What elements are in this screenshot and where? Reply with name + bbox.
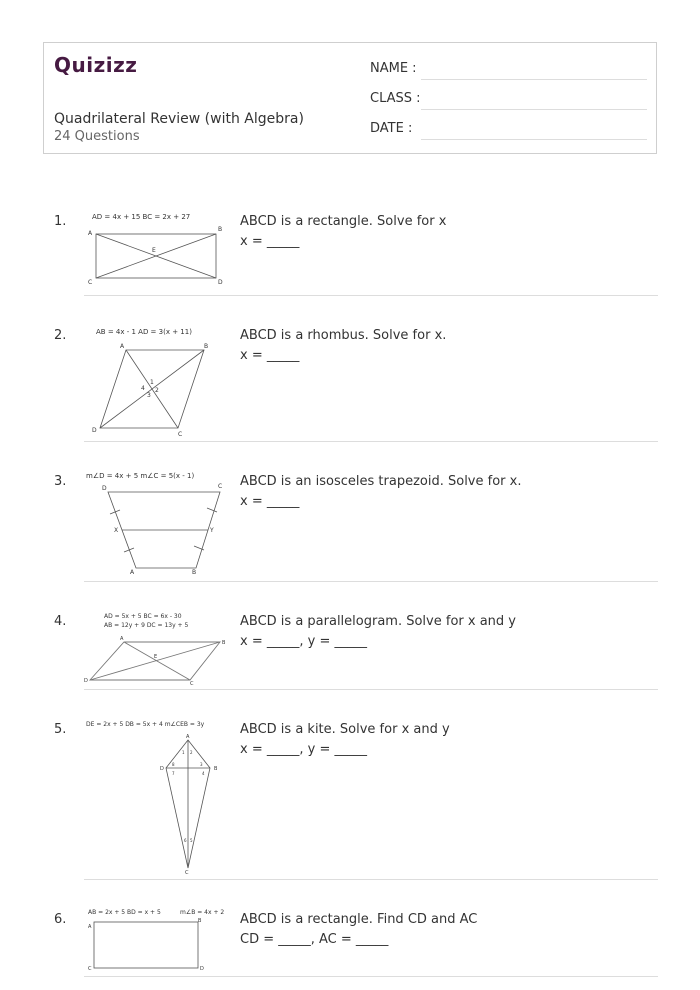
svg-text:E: E [154, 654, 158, 660]
svg-text:C: C [185, 870, 189, 876]
svg-text:B: B [192, 569, 197, 576]
svg-text:6: 6 [184, 838, 187, 843]
svg-text:D: D [102, 485, 107, 492]
question-number: 6. [54, 912, 67, 927]
answer-blank[interactable]: x = _____ [240, 234, 300, 249]
divider [84, 441, 658, 442]
figure-label-2: m∠B = 4x + 2 [180, 909, 225, 916]
svg-text:D: D [218, 279, 223, 286]
kite-figure [84, 718, 234, 874]
divider [84, 689, 658, 690]
svg-text:D: D [84, 678, 88, 684]
question-count: 24 Questions [54, 129, 140, 144]
question-text: ABCD is a parallelogram. Solve for x and y [240, 614, 516, 629]
name-line[interactable] [421, 79, 647, 80]
svg-text:B: B [218, 226, 223, 233]
svg-text:7: 7 [172, 771, 175, 776]
svg-text:8: 8 [172, 762, 175, 767]
question-text: ABCD is a rectangle. Find CD and AC [240, 912, 478, 927]
svg-text:3: 3 [200, 762, 203, 767]
rhombus-figure [84, 324, 234, 438]
trapezoid-figure [84, 470, 234, 576]
divider [84, 295, 658, 296]
svg-text:C: C [88, 966, 92, 972]
svg-text:B: B [222, 640, 226, 646]
svg-text:D: D [160, 766, 164, 772]
svg-text:3: 3 [147, 392, 151, 399]
question-text: ABCD is an isosceles trapezoid. Solve for x. [240, 474, 522, 489]
svg-text:X: X [114, 527, 119, 534]
svg-text:A: A [186, 734, 190, 740]
answer-blank[interactable]: x = _____ [240, 494, 300, 509]
answer-blank[interactable]: CD = _____, AC = _____ [240, 932, 389, 947]
date-label: DATE : [370, 121, 413, 136]
svg-text:1: 1 [182, 750, 185, 755]
question-number: 2. [54, 328, 67, 343]
divider [84, 879, 658, 880]
svg-text:C: C [88, 279, 93, 286]
svg-text:C: C [190, 681, 194, 687]
figure-label: AD = 4x + 15 BC = 2x + 27 [92, 213, 191, 221]
svg-text:D: D [92, 427, 97, 434]
figure-label: AB = 4x - 1 AD = 3(x + 11) [96, 328, 192, 336]
svg-text:A: A [120, 343, 125, 350]
svg-text:B: B [198, 918, 202, 924]
date-line[interactable] [421, 139, 647, 140]
figure-label: AD = 5x + 5 BC = 6x - 30 [104, 613, 182, 620]
parallelogram-figure [84, 610, 234, 687]
question-number: 1. [54, 214, 67, 229]
question-text: ABCD is a rhombus. Solve for x. [240, 328, 447, 343]
worksheet-header [43, 42, 657, 154]
svg-text:A: A [130, 569, 135, 576]
divider [84, 976, 658, 977]
svg-text:4: 4 [141, 385, 145, 392]
figure-label: AB = 2x + 5 BD = x + 5 [88, 909, 161, 916]
question-number: 5. [54, 722, 67, 737]
figure-label-2: AB = 12y + 9 DC = 13y + 5 [104, 622, 189, 629]
svg-text:A: A [120, 636, 124, 642]
class-line[interactable] [421, 109, 647, 110]
question-number: 3. [54, 474, 67, 489]
figure-label: DE = 2x + 5 DB = 5x + 4 m∠CEB = 3y [86, 721, 205, 728]
svg-text:A: A [88, 230, 93, 237]
class-label: CLASS : [370, 91, 421, 106]
svg-text:E: E [152, 247, 156, 254]
svg-text:Y: Y [210, 527, 214, 534]
rectangle-figure-2 [84, 908, 234, 972]
name-label: NAME : [370, 61, 417, 76]
svg-text:D: D [200, 966, 204, 972]
svg-text:B: B [204, 343, 209, 350]
rectangle-figure [84, 210, 234, 286]
answer-blank[interactable]: x = _____ [240, 348, 300, 363]
svg-text:2: 2 [155, 387, 159, 394]
divider [84, 581, 658, 582]
svg-text:2: 2 [190, 750, 193, 755]
svg-text:4: 4 [202, 771, 205, 776]
svg-text:5: 5 [190, 838, 193, 843]
svg-text:C: C [178, 431, 183, 438]
svg-text:1: 1 [150, 379, 154, 386]
svg-text:B: B [214, 766, 218, 772]
answer-blank[interactable]: x = _____, y = _____ [240, 742, 367, 757]
question-text: ABCD is a rectangle. Solve for x [240, 214, 447, 229]
svg-text:C: C [218, 483, 223, 490]
question-number: 4. [54, 614, 67, 629]
question-text: ABCD is a kite. Solve for x and y [240, 722, 450, 737]
quizizz-logo: Quizizz [54, 53, 138, 77]
figure-label: m∠D = 4x + 5 m∠C = 5(x - 1) [86, 472, 195, 480]
worksheet-title: Quadrilateral Review (with Algebra) [54, 111, 304, 127]
svg-text:A: A [88, 924, 92, 930]
answer-blank[interactable]: x = _____, y = _____ [240, 634, 367, 649]
